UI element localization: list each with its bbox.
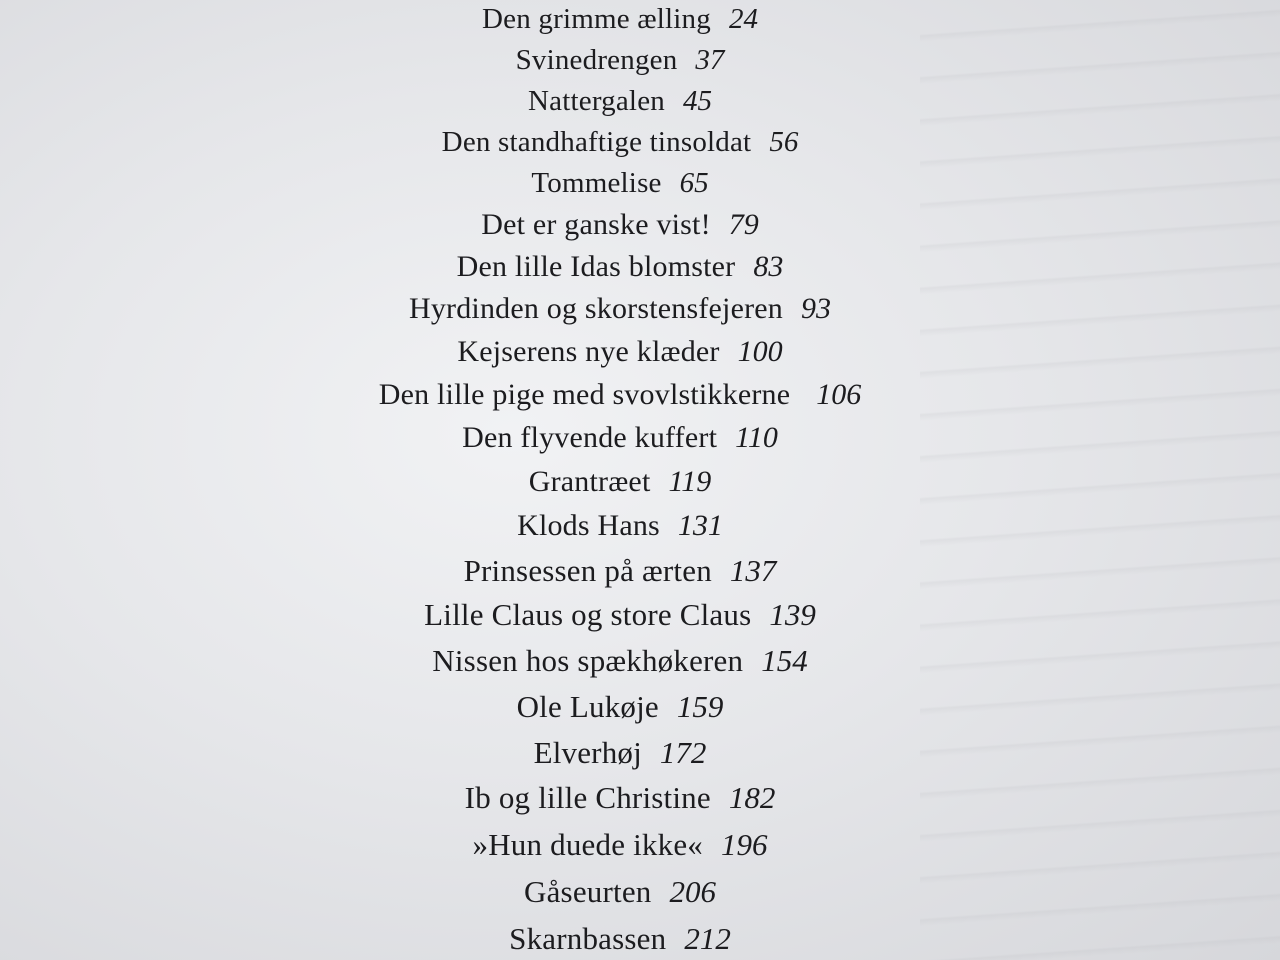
toc-entry (0, 86, 1240, 116)
toc-title: Prinsessen på ærten (463, 553, 712, 588)
toc-page-number: 100 (737, 335, 783, 368)
toc-title: Kejserens nye klæder (457, 335, 720, 368)
toc-entry (0, 210, 1240, 240)
toc-entry (0, 511, 1240, 541)
toc-entry (0, 252, 1240, 282)
toc-entry (0, 645, 1240, 677)
toc-title: Grantræet (528, 465, 651, 498)
toc-title: Nattergalen (528, 85, 665, 117)
toc-entry (0, 168, 1240, 198)
toc-title: »Hun duede ikke« (472, 827, 703, 862)
toc-page-number: 172 (659, 735, 707, 770)
toc-entry (0, 555, 1240, 587)
toc-title: Ole Lukøje (516, 689, 659, 724)
toc-title: Ib og lille Christine (464, 780, 711, 815)
toc-entry (0, 691, 1240, 723)
toc-entry (0, 337, 1240, 367)
toc-entry (0, 599, 1240, 631)
toc-page-number: 106 (816, 378, 862, 411)
toc-entry (0, 4, 1240, 34)
toc-entry (0, 127, 1240, 157)
toc-page-number: 212 (684, 921, 731, 956)
toc-page-number: 65 (679, 167, 709, 199)
toc-title: Lille Claus og store Claus (424, 597, 752, 632)
toc-page-number: 154 (761, 643, 808, 678)
toc-page-number: 159 (676, 689, 724, 724)
toc-page-number: 79 (728, 208, 759, 241)
toc-page-number: 182 (728, 780, 776, 815)
toc-page-number: 137 (729, 553, 777, 588)
toc-title: Den flyvende kuffert (462, 421, 718, 454)
toc-entry (0, 467, 1240, 497)
toc-page-number: 131 (677, 509, 723, 542)
toc-title: Den lille pige med svovlstikkerne (378, 378, 791, 411)
toc-page-number: 139 (769, 597, 816, 632)
toc-entry (0, 380, 1240, 410)
toc-title: Elverhøj (533, 735, 642, 770)
toc-page-number: 24 (728, 3, 758, 35)
toc-title: Den lille Idas blomster (456, 250, 736, 283)
toc-entry (0, 423, 1240, 453)
toc-entry (0, 876, 1240, 908)
toc-title: Klods Hans (517, 509, 660, 542)
toc-title: Gåseurten (524, 874, 652, 909)
toc-title: Skarnbassen (509, 921, 667, 956)
toc-entry (0, 737, 1240, 769)
toc-title: Den standhaftige tinsoldat (441, 126, 752, 158)
toc-title: Svinedrengen (515, 44, 678, 76)
toc-title: Nissen hos spækhøkeren (432, 643, 744, 678)
toc-page-number: 206 (669, 874, 716, 909)
toc-title: Hyrdinden og skorstensfejeren (408, 292, 784, 325)
toc-entry (0, 782, 1240, 814)
toc-page-number: 196 (720, 827, 768, 862)
toc-entry (0, 294, 1240, 324)
toc-entry (0, 829, 1240, 861)
toc-page-number: 45 (682, 85, 712, 117)
toc-title: Den grimme ælling (482, 3, 711, 35)
toc-page-number: 119 (668, 465, 712, 498)
toc-page-number: 110 (735, 421, 778, 454)
toc-page-number: 93 (801, 292, 832, 325)
toc-title: Tommelise (531, 167, 662, 199)
toc-title: Det er ganske vist! (481, 208, 711, 241)
toc-entry (0, 45, 1240, 75)
toc-page-number: 37 (695, 44, 725, 76)
toc-page-number: 56 (769, 126, 799, 158)
toc-page-number: 83 (753, 250, 784, 283)
toc-entry (0, 923, 1240, 955)
